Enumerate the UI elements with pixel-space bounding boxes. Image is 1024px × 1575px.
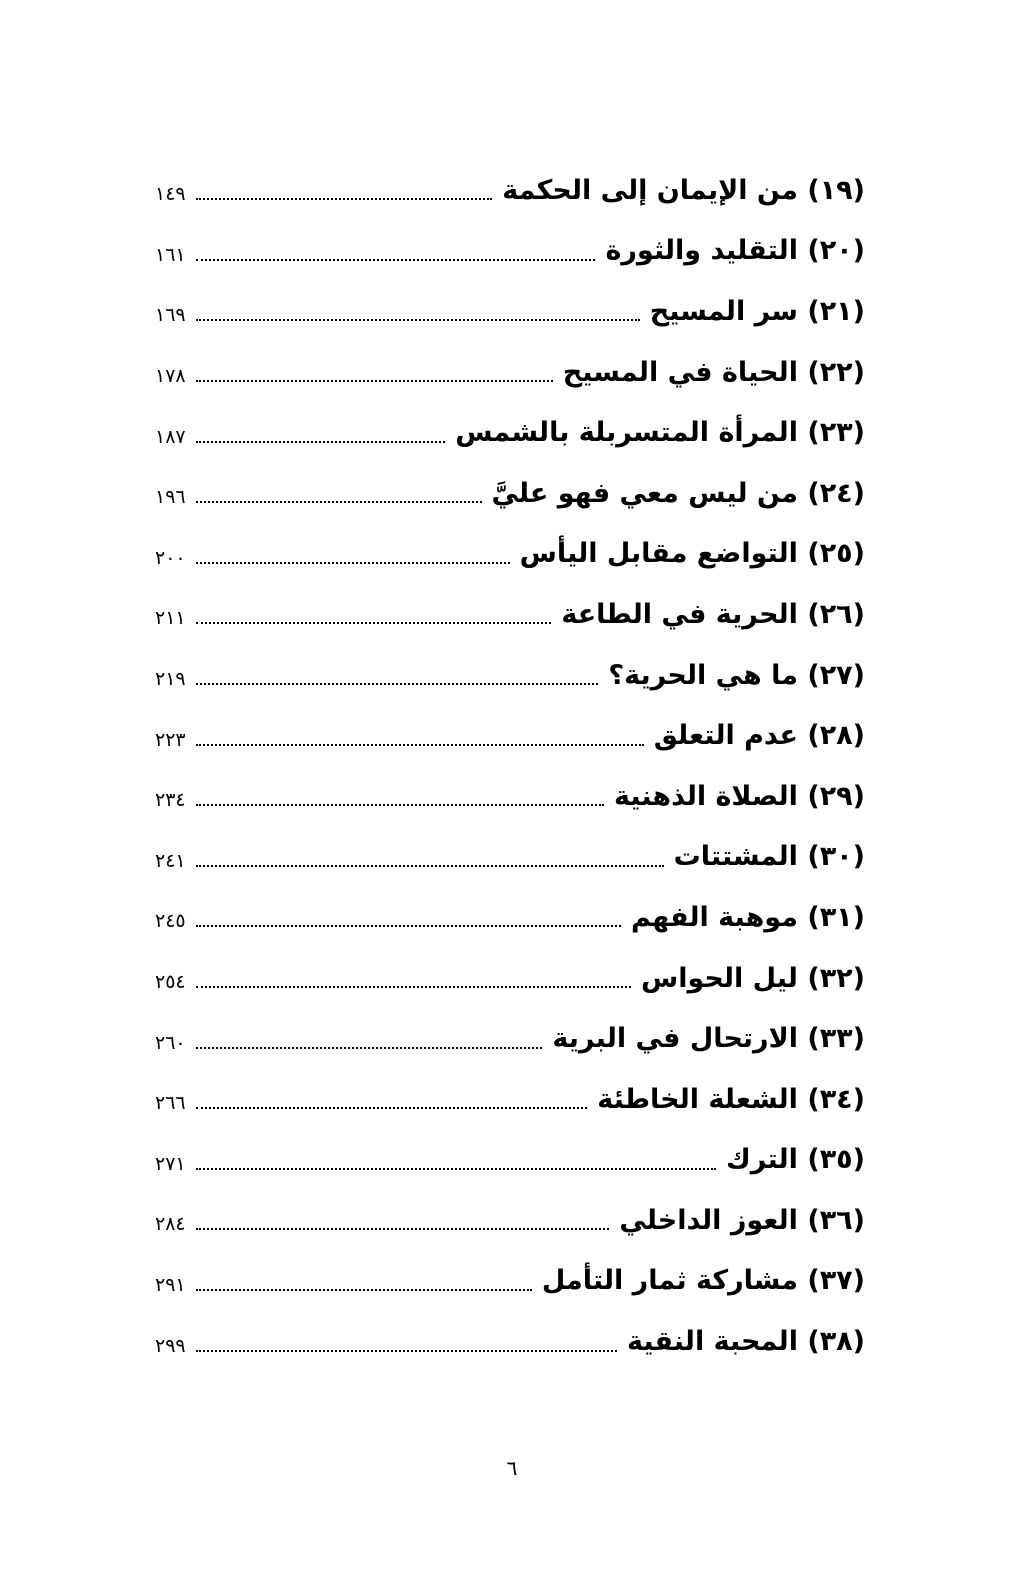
toc-entry	[155, 1311, 865, 1372]
toc-entry-title: (٣٠) المشتتات	[673, 841, 865, 873]
toc-entry-page: ٢٣٤	[155, 789, 186, 812]
toc-dot-leader	[196, 562, 510, 564]
toc-entry-page: ٢٠٠	[155, 546, 186, 569]
toc-entry-page: ١٦١	[155, 243, 186, 266]
toc-dot-leader	[196, 319, 640, 321]
toc-dot-leader	[196, 925, 621, 927]
toc-entry-title: (٢٨) عدم التعلق	[653, 720, 865, 752]
toc-entry	[155, 1190, 865, 1251]
toc-entry	[155, 645, 865, 706]
toc-entry-page: ١٧٨	[155, 365, 186, 388]
toc-entry-title: (٢٧) ما هي الحرية؟	[608, 659, 865, 691]
toc-entry-title: (٣٧) مشاركة ثمار التأمل	[541, 1265, 865, 1297]
toc-entry-page: ٢٦٦	[155, 1092, 186, 1115]
toc-entry-title: (٢٦) الحرية في الطاعة	[561, 598, 865, 630]
toc-dot-leader	[196, 501, 482, 503]
toc-entry-title: (٣٦) العوز الداخلي	[619, 1204, 865, 1236]
toc-entry-title: (٣٢) ليل الحواس	[640, 962, 865, 994]
toc-entry-title: (٣١) موهبة الفهم	[630, 901, 865, 933]
toc-entry-page: ٢٧١	[155, 1152, 186, 1175]
toc-entry-title: (٣٥) الترك	[725, 1144, 865, 1176]
toc-dot-leader	[196, 198, 493, 200]
toc-entry	[155, 402, 865, 463]
toc-entry-page: ٢٨٤	[155, 1213, 186, 1236]
toc-entry-title: (٢٩) الصلاة الذهنية	[613, 780, 865, 812]
toc-entry	[155, 1130, 865, 1191]
toc-entry-page: ٢٦٠	[155, 1031, 186, 1054]
toc-entry-title: (٢١) سر المسيح	[649, 295, 865, 327]
toc-entry-page: ١٩٦	[155, 486, 186, 509]
toc-entry	[155, 827, 865, 888]
toc-dot-leader	[196, 1107, 588, 1109]
toc-entry	[155, 160, 865, 221]
toc-entry-title: (٢٤) من ليس معي فهو عليَّ	[491, 477, 865, 509]
toc-dot-leader	[196, 380, 553, 382]
toc-entry-title: (١٩) من الإيمان إلى الحكمة	[502, 174, 865, 206]
toc-entry	[155, 1008, 865, 1069]
toc-entry	[155, 342, 865, 403]
toc-entry-title: (٢٢) الحياة في المسيح	[562, 356, 865, 388]
toc-entry-page: ٢٢٣	[155, 728, 186, 751]
toc-entry	[155, 1069, 865, 1130]
toc-entry-page: ٢٥٤	[155, 971, 186, 994]
toc-entry	[155, 584, 865, 645]
table-of-contents	[155, 160, 865, 1372]
toc-entry	[155, 1251, 865, 1312]
toc-dot-leader	[196, 744, 644, 746]
toc-dot-leader	[196, 865, 664, 867]
toc-entry-page: ١٦٩	[155, 304, 186, 327]
toc-dot-leader	[196, 1047, 543, 1049]
toc-entry-page: ٢٩٩	[155, 1334, 186, 1357]
toc-entry-title: (٣٣) الارتحال في البرية	[552, 1023, 865, 1055]
toc-entry-page: ١٤٩	[155, 183, 186, 206]
toc-entry-page: ٢٤٥	[155, 910, 186, 933]
toc-entry-page: ١٨٧	[155, 425, 186, 448]
toc-entry	[155, 705, 865, 766]
page-number: ٦	[506, 1456, 518, 1480]
toc-entry	[155, 524, 865, 585]
toc-entry-title: (٢٣) المرأة المتسربلة بالشمس	[455, 417, 865, 449]
toc-entry-title: (٣٨) المحبة النقية	[626, 1326, 865, 1358]
toc-entry-page: ٢١١	[155, 607, 186, 630]
toc-dot-leader	[196, 1168, 716, 1170]
toc-entry	[155, 281, 865, 342]
toc-entry	[155, 887, 865, 948]
toc-entry-title: (٢٥) التواضع مقابل اليأس	[519, 538, 865, 570]
toc-entry-page: ٢٤١	[155, 849, 186, 872]
toc-entry-title: (٢٠) التقليد والثورة	[605, 235, 865, 267]
toc-dot-leader	[196, 804, 604, 806]
toc-entry	[155, 221, 865, 282]
toc-dot-leader	[196, 259, 596, 261]
toc-entry-page: ٢٩١	[155, 1273, 186, 1296]
toc-entry	[155, 766, 865, 827]
toc-dot-leader	[196, 1289, 532, 1291]
toc-dot-leader	[196, 1228, 610, 1230]
toc-dot-leader	[196, 1350, 617, 1352]
toc-entry-page: ٢١٩	[155, 668, 186, 691]
toc-dot-leader	[196, 986, 631, 988]
toc-entry	[155, 463, 865, 524]
toc-dot-leader	[196, 622, 552, 624]
toc-dot-leader	[196, 683, 599, 685]
toc-dot-leader	[196, 441, 446, 443]
toc-entry	[155, 948, 865, 1009]
toc-entry-title: (٣٤) الشعلة الخاطئة	[597, 1083, 865, 1115]
